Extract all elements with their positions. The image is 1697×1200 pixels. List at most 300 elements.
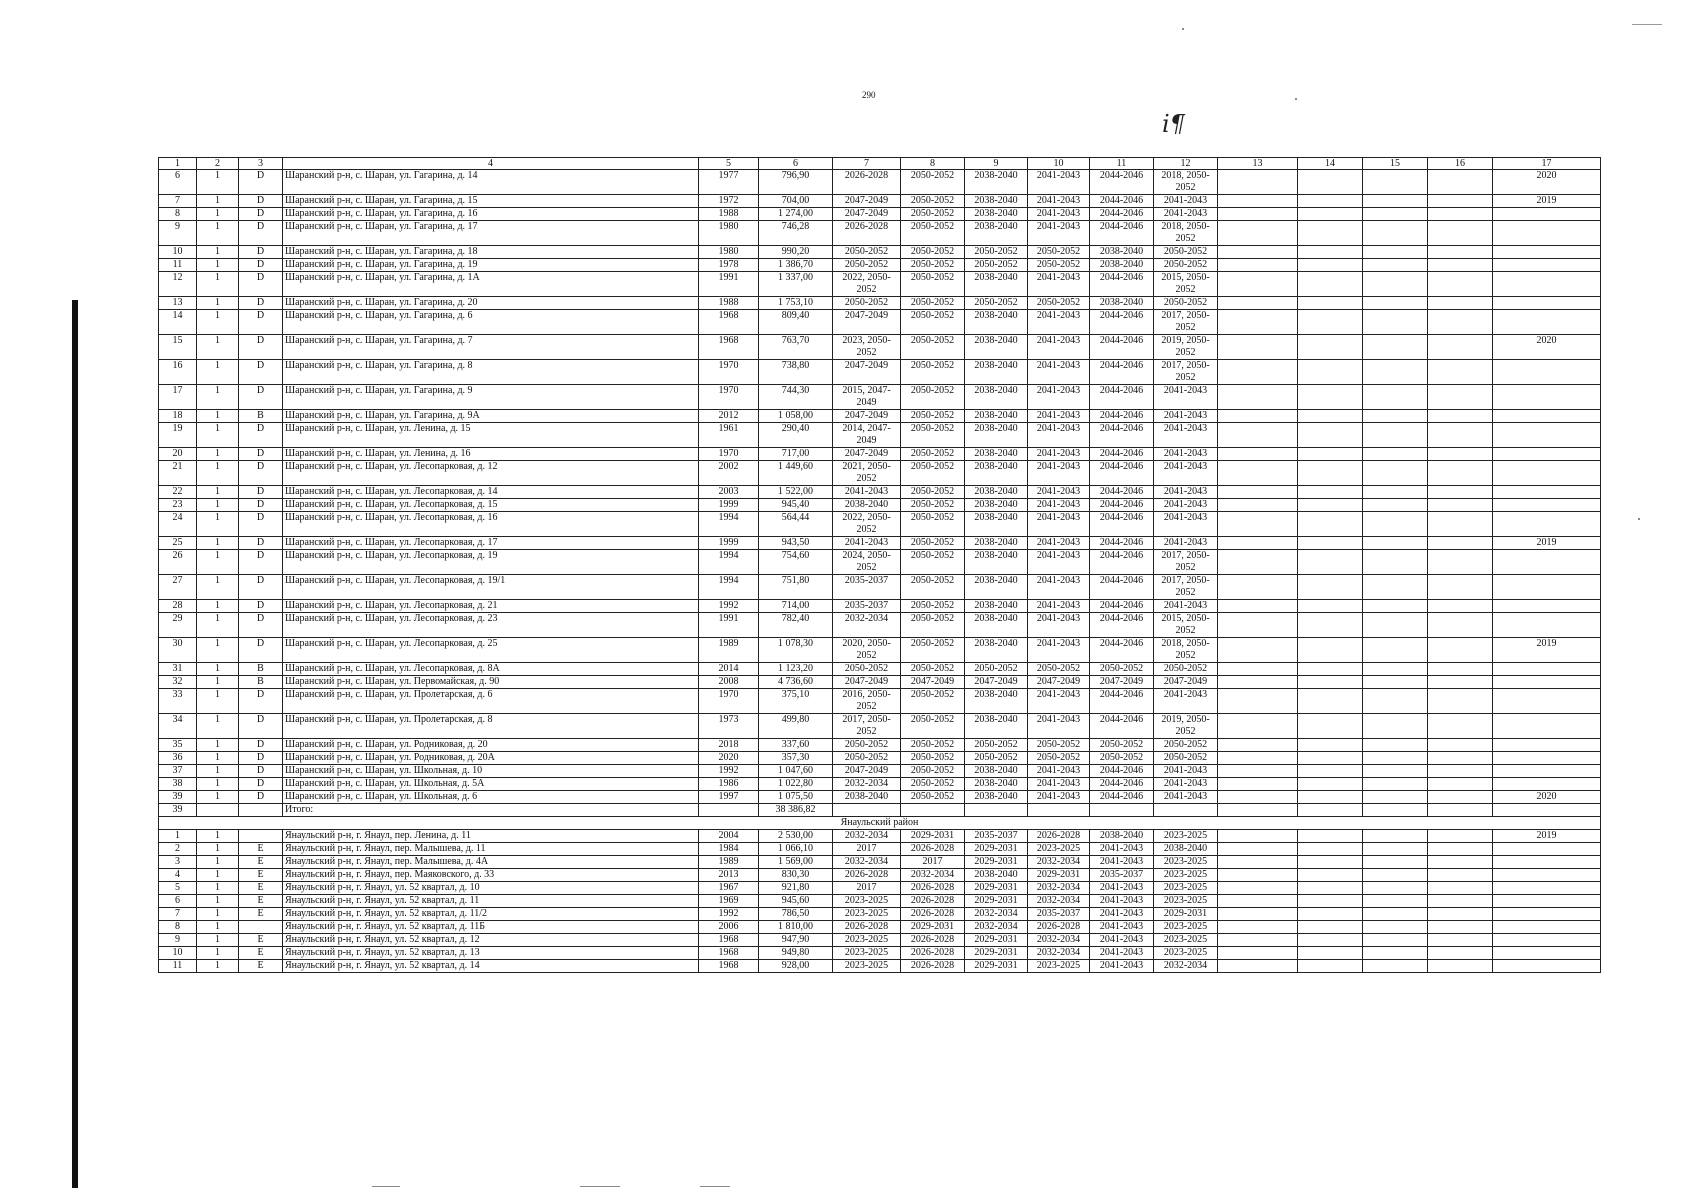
address-cell: Шаранский р-н, с. Шаран, ул. Лесопарковая, д. 21 [283, 600, 699, 613]
table-cell [1298, 600, 1363, 613]
table-cell: 2038-2040 [833, 499, 901, 512]
table-cell [239, 921, 283, 934]
table-cell [1428, 960, 1493, 973]
table-cell [1218, 310, 1298, 335]
year-cell: 1991 [699, 272, 759, 297]
table-cell [1363, 170, 1428, 195]
table-cell: D [239, 423, 283, 448]
table-cell: 2029-2031 [965, 934, 1028, 947]
row-number-cell: 15 [159, 335, 197, 360]
table-cell [1428, 613, 1493, 638]
table-cell: 2050-2052 [965, 752, 1028, 765]
table-cell: 2050-2052 [901, 360, 965, 385]
table-cell: 2050-2052 [833, 297, 901, 310]
table-cell: 2041-2043 [1028, 360, 1090, 385]
table-cell: 2050-2052 [901, 791, 965, 804]
table-cell [1218, 208, 1298, 221]
table-cell: 2038-2040 [965, 765, 1028, 778]
table-cell: 2041-2043 [1028, 791, 1090, 804]
table-cell [1218, 335, 1298, 360]
address-cell: Шаранский р-н, с. Шаран, ул. Лесопарковая, д. 12 [283, 461, 699, 486]
table-cell: 1 [197, 537, 239, 550]
address-cell: Шаранский р-н, с. Шаран, ул. Гагарина, д. 1А [283, 272, 699, 297]
address-cell: Шаранский р-н, с. Шаран, ул. Пролетарская, д. 8 [283, 714, 699, 739]
table-cell [1298, 752, 1363, 765]
table-cell: 2023-2025 [1154, 882, 1218, 895]
year-cell: 2004 [699, 830, 759, 843]
area-cell: 830,30 [759, 869, 833, 882]
table-cell: 2022, 2050- 2052 [833, 272, 901, 297]
table-cell: E [239, 882, 283, 895]
table-cell: 1 [197, 335, 239, 360]
table-cell [1493, 882, 1601, 895]
table-cell [239, 804, 283, 817]
row-number-cell: 31 [159, 663, 197, 676]
table-cell: 2044-2046 [1090, 410, 1154, 423]
table-cell: 2038-2040 [965, 512, 1028, 537]
table-cell [1298, 804, 1363, 817]
area-cell: 947,90 [759, 934, 833, 947]
table-cell [1493, 360, 1601, 385]
table-cell: 2038-2040 [965, 170, 1028, 195]
year-cell: 1968 [699, 947, 759, 960]
table-cell: 2050-2052 [965, 259, 1028, 272]
area-cell: 290,40 [759, 423, 833, 448]
area-cell: 1 047,60 [759, 765, 833, 778]
year-cell: 1978 [699, 259, 759, 272]
table-cell: 1 [197, 221, 239, 246]
table-cell [833, 804, 901, 817]
table-cell: 2038-2040 [965, 778, 1028, 791]
table-cell: 2038-2040 [965, 869, 1028, 882]
table-cell: 2044-2046 [1090, 689, 1154, 714]
table-cell: 2050-2052 [901, 575, 965, 600]
table-cell [1363, 765, 1428, 778]
table-row [159, 310, 1601, 335]
table-cell [1428, 385, 1493, 410]
area-cell: 337,60 [759, 739, 833, 752]
table-cell [1218, 360, 1298, 385]
row-number-cell: 24 [159, 512, 197, 537]
table-cell [1298, 486, 1363, 499]
table-row [159, 297, 1601, 310]
table-cell [1298, 689, 1363, 714]
table-cell: 2047-2049 [833, 195, 901, 208]
table-cell: 2047-2049 [833, 410, 901, 423]
column-number-header: 16 [1428, 158, 1493, 170]
table-cell: D [239, 221, 283, 246]
table-cell [1493, 869, 1601, 882]
table-cell [1218, 410, 1298, 423]
address-cell: Янаульский р-н, г. Янаул, ул. 52 квартал, д. 14 [283, 960, 699, 973]
table-cell [1363, 752, 1428, 765]
table-cell: 2050-2052 [901, 600, 965, 613]
table-cell: 2050-2052 [901, 752, 965, 765]
area-cell: 945,40 [759, 499, 833, 512]
year-cell: 1994 [699, 512, 759, 537]
table-cell: 1 [197, 869, 239, 882]
table-cell: 2050-2052 [901, 537, 965, 550]
table-cell: 2050-2052 [901, 335, 965, 360]
year-cell: 1969 [699, 895, 759, 908]
table-cell [1493, 752, 1601, 765]
table-cell: 1 [197, 259, 239, 272]
row-number-cell: 18 [159, 410, 197, 423]
table-cell [1428, 461, 1493, 486]
table-cell: 2050-2052 [965, 297, 1028, 310]
table-row [159, 869, 1601, 882]
table-cell: 2044-2046 [1090, 778, 1154, 791]
table-cell [1428, 512, 1493, 537]
address-cell: Шаранский р-н, с. Шаран, ул. Гагарина, д. 14 [283, 170, 699, 195]
table-row [159, 791, 1601, 804]
table-cell [1218, 676, 1298, 689]
table-cell [1363, 638, 1428, 663]
table-cell [1218, 259, 1298, 272]
table-cell: 2050-2052 [901, 638, 965, 663]
table-cell: 2038-2040 [1090, 297, 1154, 310]
table-cell [1428, 246, 1493, 259]
row-number-cell: 5 [159, 882, 197, 895]
table-cell [1363, 689, 1428, 714]
scan-smudge [372, 1186, 400, 1187]
column-number-header: 7 [833, 158, 901, 170]
table-cell [1298, 908, 1363, 921]
table-cell: D [239, 259, 283, 272]
column-number-header: 1 [159, 158, 197, 170]
table-row [159, 448, 1601, 461]
table-cell: 2023-2025 [1154, 895, 1218, 908]
year-cell: 2014 [699, 663, 759, 676]
table-cell: 2017, 2050- 2052 [1154, 550, 1218, 575]
table-cell: 1 [197, 908, 239, 921]
table-cell [1428, 663, 1493, 676]
table-cell: 2015, 2050- 2052 [1154, 272, 1218, 297]
table-cell: 2018, 2050- 2052 [1154, 221, 1218, 246]
row-number-cell: 7 [159, 195, 197, 208]
table-cell: 2029-2031 [965, 895, 1028, 908]
row-number-cell: 37 [159, 765, 197, 778]
table-row [159, 512, 1601, 537]
table-cell: 2044-2046 [1090, 310, 1154, 335]
table-cell: 2038-2040 [965, 537, 1028, 550]
table-cell: 2050-2052 [901, 272, 965, 297]
table-cell [1493, 550, 1601, 575]
year-cell: 2018 [699, 739, 759, 752]
table-cell [1493, 921, 1601, 934]
table-cell: 2038-2040 [833, 791, 901, 804]
table-cell [1493, 960, 1601, 973]
table-cell [1428, 208, 1493, 221]
table-row [159, 335, 1601, 360]
table-cell: 1 [197, 752, 239, 765]
year-cell: 2008 [699, 676, 759, 689]
table-cell: 2050-2052 [901, 778, 965, 791]
table-cell: 2038-2040 [965, 689, 1028, 714]
table-cell: 2050-2052 [901, 663, 965, 676]
table-cell: D [239, 752, 283, 765]
table-cell [1218, 638, 1298, 663]
table-cell [1428, 221, 1493, 246]
row-number-cell: 39 [159, 804, 197, 817]
table-cell: 2019 [1493, 830, 1601, 843]
table-cell [1493, 461, 1601, 486]
area-cell: 1 753,10 [759, 297, 833, 310]
row-number-cell: 14 [159, 310, 197, 335]
table-cell: 2050-2052 [833, 663, 901, 676]
area-cell: 763,70 [759, 335, 833, 360]
table-cell: 2050-2052 [901, 512, 965, 537]
table-row [159, 499, 1601, 512]
address-cell: Янаульский р-н, г. Янаул, ул. 52 квартал, д. 10 [283, 882, 699, 895]
table-cell: 1 [197, 689, 239, 714]
table-cell [1218, 843, 1298, 856]
table-cell [1298, 638, 1363, 663]
table-cell [1363, 385, 1428, 410]
table-row [159, 895, 1601, 908]
table-cell: 2050-2052 [833, 752, 901, 765]
table-cell: D [239, 297, 283, 310]
area-cell: 809,40 [759, 310, 833, 335]
table-cell [1428, 869, 1493, 882]
table-cell: 2038-2040 [965, 550, 1028, 575]
table-cell [1493, 575, 1601, 600]
address-cell: Шаранский р-н, с. Шаран, ул. Ленина, д. 16 [283, 448, 699, 461]
table-cell: 2041-2043 [1090, 843, 1154, 856]
area-cell: 744,30 [759, 385, 833, 410]
table-cell: 2038-2040 [965, 272, 1028, 297]
year-cell: 1994 [699, 575, 759, 600]
table-cell: 2038-2040 [965, 714, 1028, 739]
table-cell: 2026-2028 [901, 947, 965, 960]
table-cell [1298, 663, 1363, 676]
table-cell [1363, 259, 1428, 272]
row-number-cell: 29 [159, 613, 197, 638]
table-cell: 2047-2049 [833, 360, 901, 385]
table-cell: 2050-2052 [1028, 663, 1090, 676]
table-cell [1428, 921, 1493, 934]
table-cell: 2050-2052 [901, 423, 965, 448]
table-cell [1428, 908, 1493, 921]
row-number-cell: 10 [159, 947, 197, 960]
table-cell [1363, 960, 1428, 973]
area-cell: 1 075,50 [759, 791, 833, 804]
table-cell [1428, 170, 1493, 195]
table-cell: 2041-2043 [1028, 423, 1090, 448]
table-cell: 2032-2034 [833, 613, 901, 638]
table-cell: D [239, 310, 283, 335]
table-cell [1298, 947, 1363, 960]
table-cell: 2050-2052 [901, 714, 965, 739]
table-cell: 1 [197, 550, 239, 575]
table-cell [1493, 297, 1601, 310]
table-cell [1363, 423, 1428, 448]
table-cell [1428, 499, 1493, 512]
table-cell: 2041-2043 [1028, 410, 1090, 423]
table-cell: E [239, 947, 283, 960]
table-cell [1363, 550, 1428, 575]
area-cell: 714,00 [759, 600, 833, 613]
year-cell: 1991 [699, 613, 759, 638]
table-cell [1218, 752, 1298, 765]
table-cell: 2016, 2050- 2052 [833, 689, 901, 714]
area-cell: 746,28 [759, 221, 833, 246]
table-cell: 2019 [1493, 195, 1601, 208]
address-cell: Шаранский р-н, с. Шаран, ул. Лесопарковая, д. 15 [283, 499, 699, 512]
area-cell: 990,20 [759, 246, 833, 259]
table-cell [1428, 778, 1493, 791]
row-number-cell: 33 [159, 689, 197, 714]
table-cell: 1 [197, 246, 239, 259]
table-cell: 2023-2025 [833, 960, 901, 973]
table-cell [1218, 423, 1298, 448]
table-cell: 1 [197, 272, 239, 297]
table-cell [1298, 856, 1363, 869]
table-cell: 2018, 2050- 2052 [1154, 170, 1218, 195]
table-cell: 2041-2043 [1028, 778, 1090, 791]
table-cell [965, 804, 1028, 817]
table-cell [1428, 195, 1493, 208]
table-cell: 2044-2046 [1090, 461, 1154, 486]
address-cell: Шаранский р-н, с. Шаран, ул. Школьная, д. 10 [283, 765, 699, 778]
table-cell: 2023-2025 [833, 908, 901, 921]
table-cell [1363, 830, 1428, 843]
table-cell [1218, 947, 1298, 960]
table-cell: E [239, 960, 283, 973]
table-cell: 2047-2049 [1154, 676, 1218, 689]
table-cell [1428, 410, 1493, 423]
table-cell [1493, 410, 1601, 423]
table-cell: 2032-2034 [1028, 947, 1090, 960]
table-cell [1298, 895, 1363, 908]
table-row [159, 259, 1601, 272]
table-cell: 2041-2043 [1028, 537, 1090, 550]
table-cell: 1 [197, 895, 239, 908]
table-cell: 2050-2052 [965, 663, 1028, 676]
table-row [159, 208, 1601, 221]
address-cell: Шаранский р-н, с. Шаран, ул. Гагарина, д. 9А [283, 410, 699, 423]
table-row [159, 410, 1601, 423]
table-cell [1298, 423, 1363, 448]
address-cell: Шаранский р-н, с. Шаран, ул. Родниковая, д. 20 [283, 739, 699, 752]
table-cell: 1 [197, 947, 239, 960]
table-cell: 2050-2052 [901, 739, 965, 752]
table-row [159, 765, 1601, 778]
table-cell [1493, 778, 1601, 791]
table-cell: 2032-2034 [1028, 934, 1090, 947]
table-cell [1493, 739, 1601, 752]
table-cell: 1 [197, 765, 239, 778]
row-number-cell: 11 [159, 259, 197, 272]
table-cell [1363, 908, 1428, 921]
table-cell: 2044-2046 [1090, 335, 1154, 360]
table-cell [1298, 739, 1363, 752]
table-cell: 2041-2043 [1154, 600, 1218, 613]
address-cell: Янаульский р-н, г. Янаул, ул. 52 квартал, д. 12 [283, 934, 699, 947]
table-row [159, 843, 1601, 856]
table-cell: 1 [197, 297, 239, 310]
table-cell: 2038-2040 [965, 335, 1028, 360]
table-cell: 2038-2040 [965, 448, 1028, 461]
table-cell: 2050-2052 [901, 259, 965, 272]
table-cell: 1 [197, 882, 239, 895]
table-cell [1218, 765, 1298, 778]
row-number-cell: 8 [159, 208, 197, 221]
area-cell: 1 078,30 [759, 638, 833, 663]
table-cell: 2038-2040 [965, 791, 1028, 804]
table-cell [1428, 752, 1493, 765]
table-cell: 2015, 2047- 2049 [833, 385, 901, 410]
handwritten-mark: i¶ [1162, 110, 1185, 138]
table-cell: 2041-2043 [1154, 537, 1218, 550]
table-cell: 2050-2052 [901, 170, 965, 195]
table-cell: 2029-2031 [965, 947, 1028, 960]
table-cell [1363, 461, 1428, 486]
table-cell: 2026-2028 [833, 170, 901, 195]
area-cell: 782,40 [759, 613, 833, 638]
table-cell [1218, 272, 1298, 297]
table-cell: 2041-2043 [1090, 895, 1154, 908]
table-cell: 2050-2052 [901, 689, 965, 714]
area-cell: 786,50 [759, 908, 833, 921]
table-cell: 2050-2052 [901, 195, 965, 208]
table-cell [1298, 335, 1363, 360]
table-cell: 1 [197, 934, 239, 947]
table-cell: 1 [197, 310, 239, 335]
row-number-cell: 28 [159, 600, 197, 613]
table-cell: E [239, 908, 283, 921]
table-row [159, 752, 1601, 765]
year-cell: 2006 [699, 921, 759, 934]
row-number-cell: 1 [159, 830, 197, 843]
table-cell [1428, 537, 1493, 550]
table-cell [1298, 843, 1363, 856]
table-cell [1363, 895, 1428, 908]
area-cell: 1 337,00 [759, 272, 833, 297]
table-cell: 2050-2052 [901, 208, 965, 221]
table-cell: 1 [197, 461, 239, 486]
table-cell: 2041-2043 [1028, 486, 1090, 499]
table-cell: 2038-2040 [965, 385, 1028, 410]
table-cell [1493, 272, 1601, 297]
table-cell: 2041-2043 [1028, 600, 1090, 613]
scan-smudge [700, 1186, 730, 1187]
table-cell: 2035-2037 [965, 830, 1028, 843]
table-cell: 2050-2052 [1154, 739, 1218, 752]
table-cell: 2023-2025 [833, 895, 901, 908]
table-cell [1428, 638, 1493, 663]
table-cell: 1 [197, 791, 239, 804]
table-row [159, 550, 1601, 575]
table-cell: 2047-2049 [833, 208, 901, 221]
table-row [159, 934, 1601, 947]
table-cell: 2038-2040 [965, 638, 1028, 663]
table-cell [1028, 804, 1090, 817]
table-row [159, 830, 1601, 843]
address-cell: Шаранский р-н, с. Шаран, ул. Лесопарковая, д. 25 [283, 638, 699, 663]
table-cell: D [239, 600, 283, 613]
table-cell [1363, 856, 1428, 869]
table-cell: D [239, 246, 283, 259]
table-cell [1218, 550, 1298, 575]
table-cell [1298, 360, 1363, 385]
year-cell: 1994 [699, 550, 759, 575]
table-row [159, 714, 1601, 739]
area-cell: 564,44 [759, 512, 833, 537]
table-cell: 2044-2046 [1090, 537, 1154, 550]
table-cell [1298, 765, 1363, 778]
column-number-header: 11 [1090, 158, 1154, 170]
